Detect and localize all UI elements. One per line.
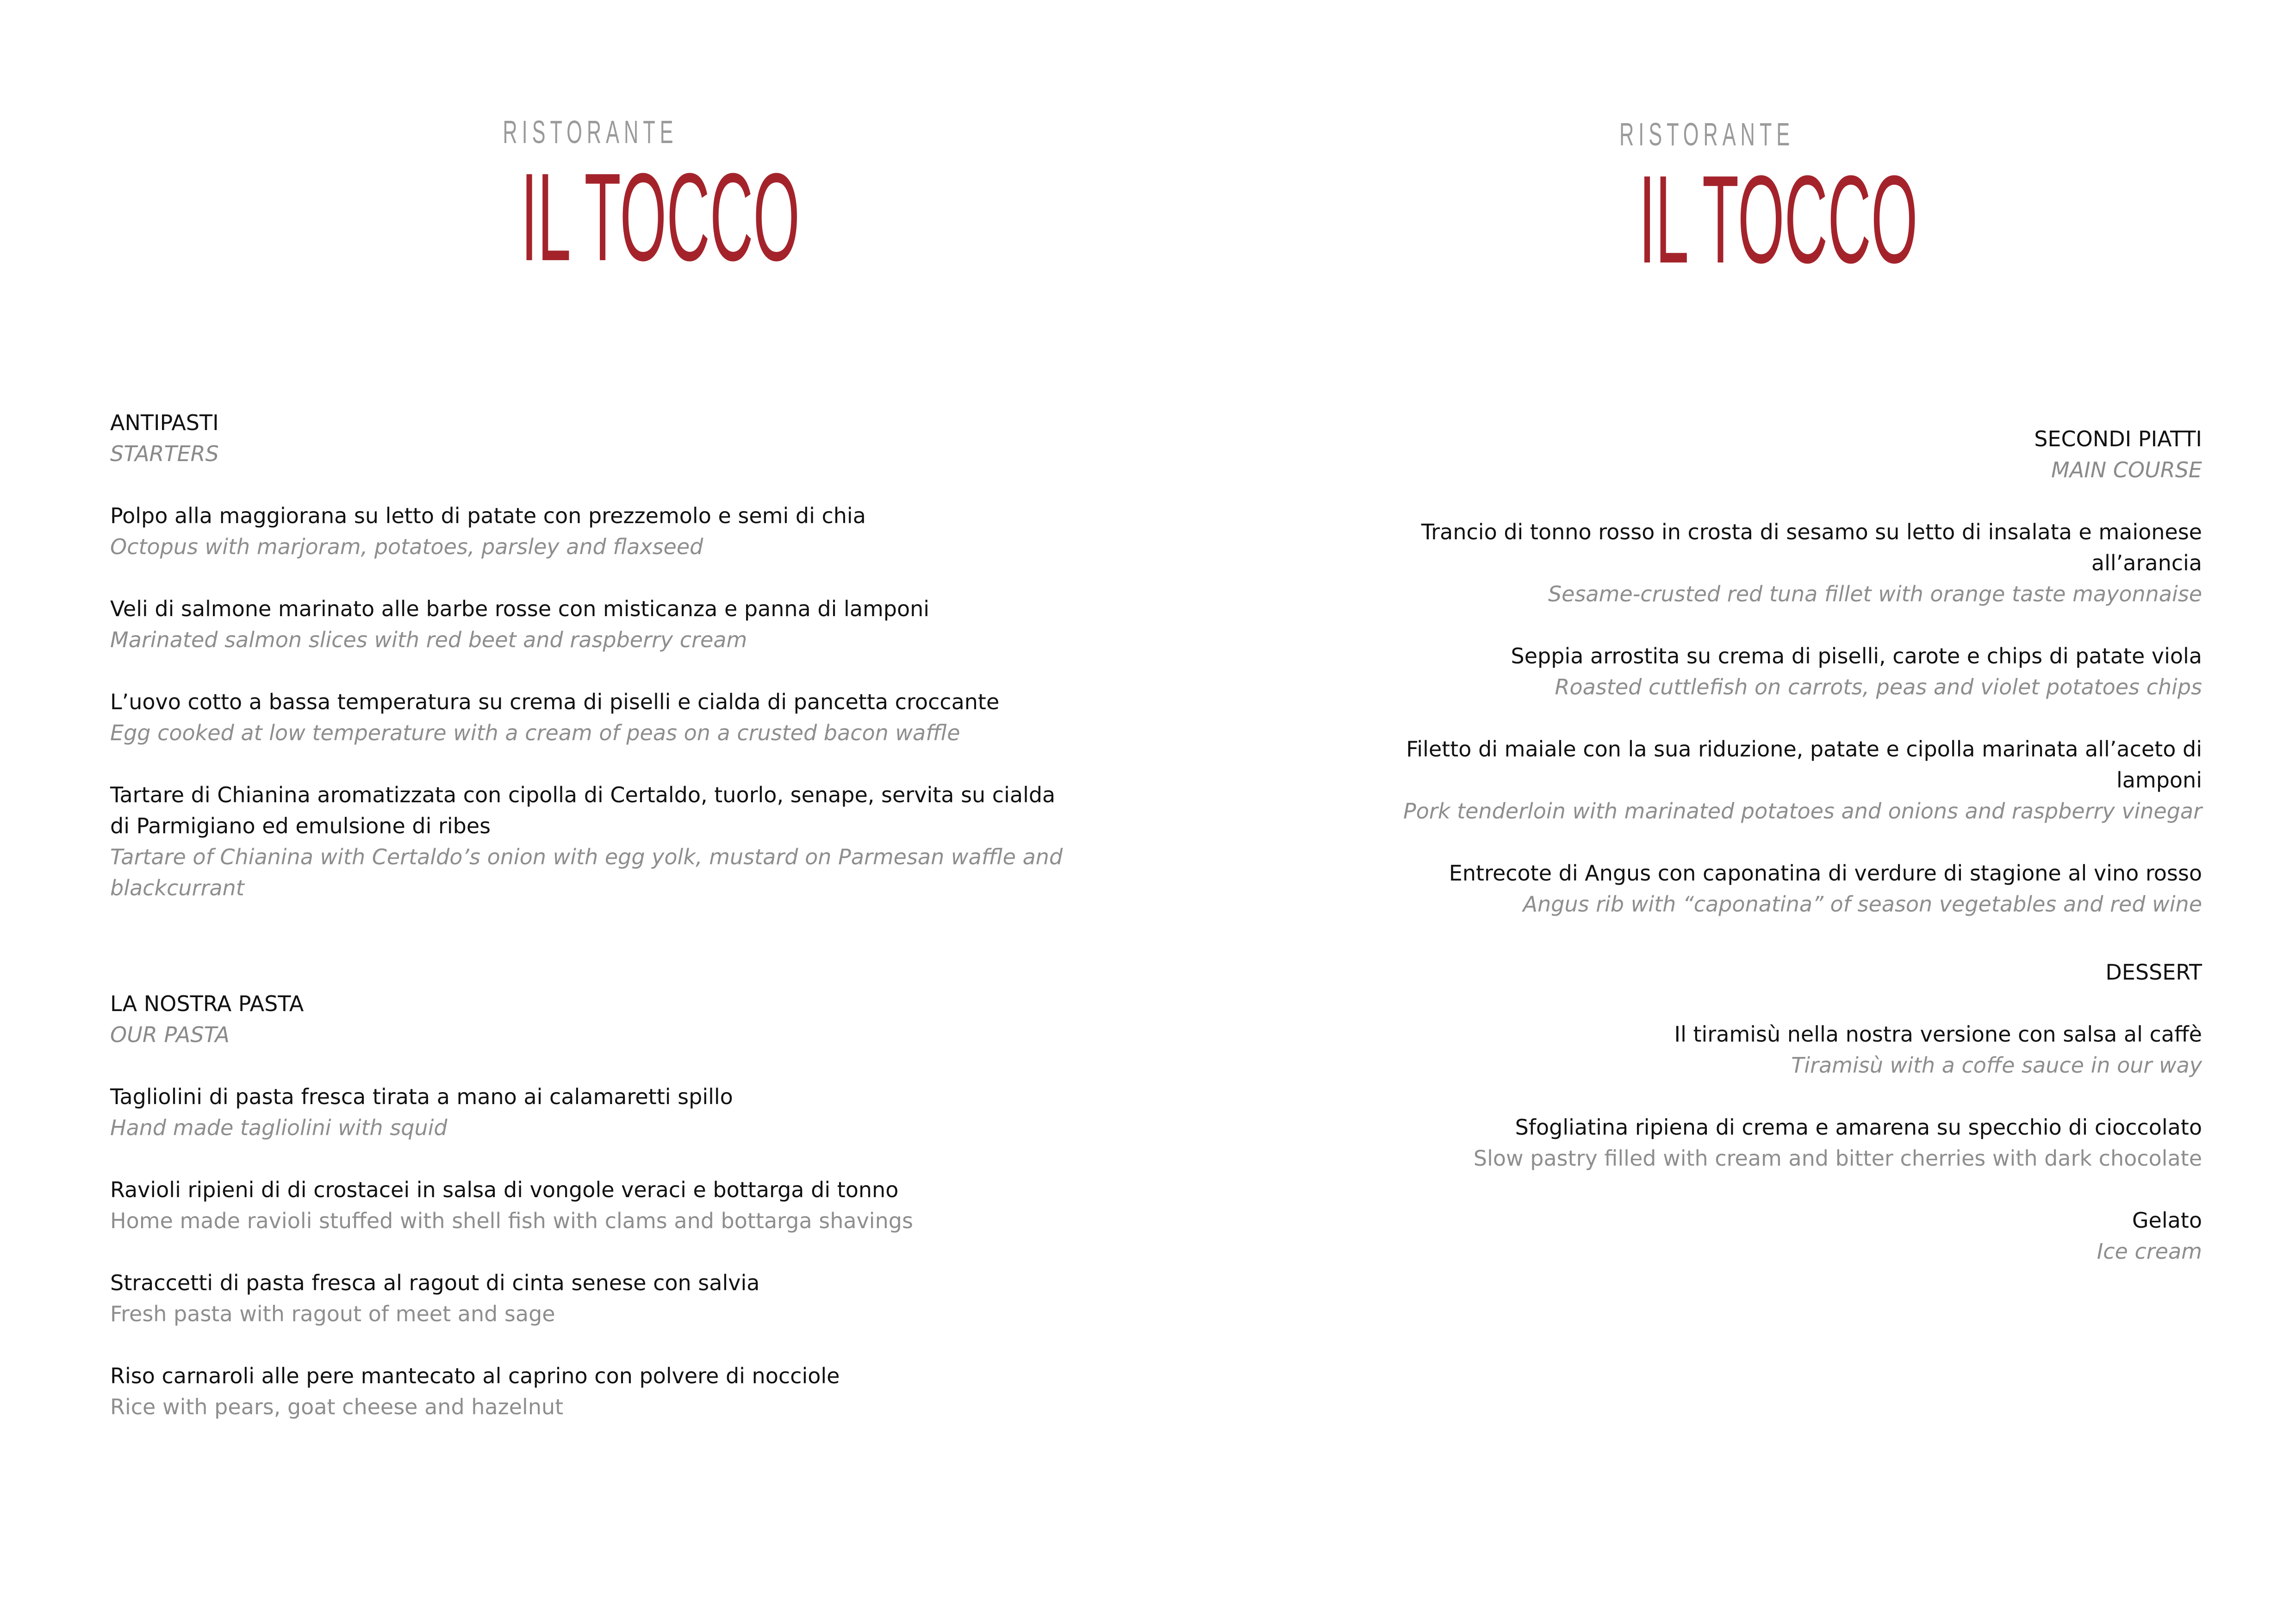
dish-name-english: Sesame-crusted red tuna fillet with orange taste mayonnaise	[1548, 581, 2202, 606]
menu-item	[110, 1081, 1064, 1143]
menu-section-pasta	[110, 988, 1064, 1423]
logo-subtitle: RISTORANTE	[1619, 116, 1795, 152]
dish-name-english: Tiramisù with a coffe sauce in our way	[1791, 1053, 2202, 1078]
menu-item	[110, 687, 1064, 749]
dish-name-italian: Riso carnaroli alle pere mantecato al caprino con polvere di nocciole	[110, 1363, 840, 1388]
menu-item	[110, 1361, 1064, 1423]
menu-item	[1314, 641, 2202, 703]
logo-name: IL TOCCO	[1639, 150, 1918, 289]
dish-name-italian: Seppia arrostita su crema di piselli, carote e chips di patate viola	[1511, 643, 2202, 668]
dish-name-italian: Il tiramisù nella nostra versione con salsa al caffè	[1674, 1022, 2202, 1047]
dish-name-italian: Entrecote di Angus con caponatina di verdure di stagione al vino rosso	[1449, 861, 2202, 886]
dish-name-english: Egg cooked at low temperature with a cream of peas on a crusted bacon waffle	[110, 720, 960, 745]
section-title: ANTIPASTI	[110, 410, 219, 435]
menu-left-column	[110, 407, 1064, 1423]
dish-name-english: Slow pastry filled with cream and bitter cherries with dark chocolate	[1473, 1146, 2202, 1171]
dish-name-english: Angus rib with “caponatina” of season vegetables and red wine	[1523, 892, 2202, 917]
section-title: LA NOSTRA PASTA	[110, 991, 304, 1016]
menu-item	[1314, 1205, 2202, 1267]
dish-name-english: Ice cream	[2097, 1239, 2202, 1264]
section-subtitle: MAIN COURSE	[2051, 457, 2202, 482]
section-subtitle: STARTERS	[110, 441, 219, 466]
menu-section-dessert	[1314, 957, 2202, 1267]
menu-item	[1314, 517, 2202, 610]
dish-name-english: Rice with pears, goat cheese and hazelnut	[110, 1394, 564, 1419]
logo-subtitle: RISTORANTE	[503, 114, 678, 150]
menu-item	[110, 500, 1064, 562]
dish-name-italian: Ravioli ripieni di di crostacei in salsa di vongole veraci e bottarga di tonno	[110, 1177, 899, 1202]
dish-name-italian: Straccetti di pasta fresca al ragout di cinta senese con salvia	[110, 1270, 760, 1295]
dish-name-italian: Filetto di maiale con la sua riduzione, patate e cipolla marinata all’aceto di lamponi	[1406, 737, 2202, 793]
dish-name-italian: Trancio di tonno rosso in crosta di sesamo su letto di insalata e maionese all’arancia	[1421, 519, 2202, 575]
dish-name-english: Home made ravioli stuffed with shell fish with clams and bottarga shavings	[110, 1208, 913, 1233]
dish-name-english: Octopus with marjoram, potatoes, parsley and flaxseed	[110, 534, 703, 559]
dish-name-italian: Tartare di Chianina aromatizzata con cipolla di Certaldo, tuorlo, senape, servita su cialda di Parmigiano ed emulsione di ribes	[110, 782, 1056, 838]
dish-name-italian: Polpo alla maggiorana su letto di patate con prezzemolo e semi di chia	[110, 503, 866, 528]
section-subtitle: OUR PASTA	[110, 1022, 230, 1047]
dish-name-italian: Tagliolini di pasta fresca tirata a mano ai calamaretti spillo	[110, 1084, 733, 1109]
dish-name-english: Marinated salmon slices with red beet and raspberry cream	[110, 627, 747, 652]
dish-name-english: Roasted cuttlefish on carrots, peas and violet potatoes chips	[1555, 675, 2202, 700]
dish-name-italian: Gelato	[2132, 1208, 2202, 1233]
restaurant-logo	[454, 113, 800, 287]
restaurant-logo	[1567, 116, 1918, 289]
menu-item	[110, 780, 1064, 904]
menu-item	[1314, 858, 2202, 920]
menu-item	[1314, 1019, 2202, 1081]
section-title: SECONDI PIATTI	[2034, 426, 2202, 451]
section-title: DESSERT	[2105, 960, 2202, 985]
menu-right-column	[1314, 424, 2202, 1267]
menu-item	[1314, 1112, 2202, 1174]
logo-name: IL TOCCO	[521, 148, 800, 287]
dish-name-english: Hand made tagliolini with squid	[110, 1115, 448, 1140]
menu-item	[110, 1268, 1064, 1330]
dish-name-italian: L’uovo cotto a bassa temperatura su crema di piselli e cialda di pancetta croccante	[110, 689, 1000, 714]
menu-section-antipasti	[110, 407, 1064, 904]
dish-name-italian: Sfogliatina ripiena di crema e amarena su specchio di cioccolato	[1515, 1115, 2202, 1140]
menu-item	[1314, 734, 2202, 827]
menu-section-secondi	[1314, 424, 2202, 920]
dish-name-english: Fresh pasta with ragout of meet and sage	[110, 1301, 555, 1326]
dish-name-english: Tartare of Chianina with Certaldo’s onion with egg yolk, mustard on Parmesan waffle and blackcurrant	[110, 844, 1063, 900]
menu-item	[110, 1174, 1064, 1237]
dish-name-italian: Veli di salmone marinato alle barbe rosse con misticanza e panna di lamponi	[110, 596, 930, 621]
menu-item	[110, 593, 1064, 656]
dish-name-english: Pork tenderloin with marinated potatoes and onions and raspberry vinegar	[1403, 799, 2202, 824]
